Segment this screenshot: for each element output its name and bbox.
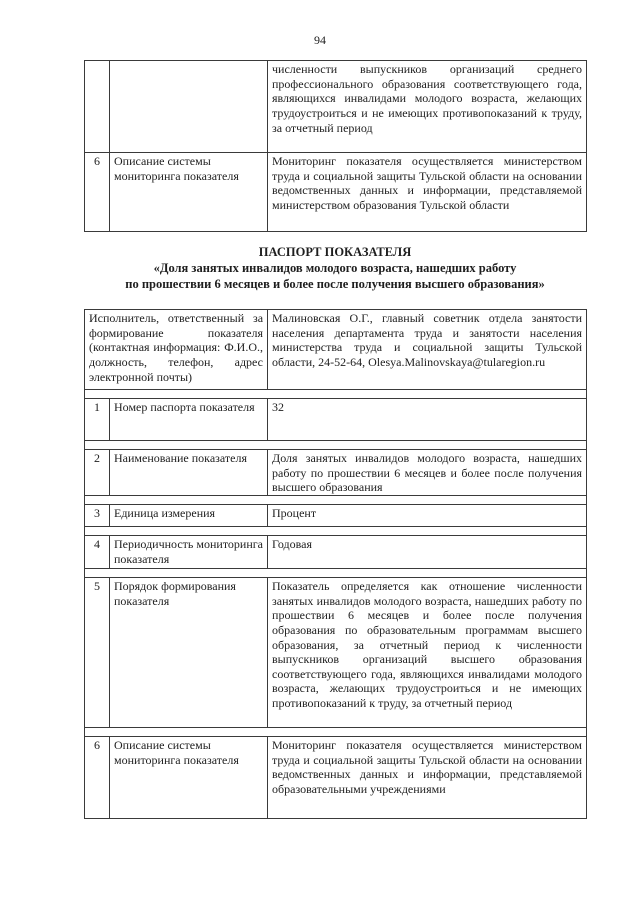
table-row (85, 61, 587, 153)
row-number: 4 (85, 536, 110, 569)
table-row (85, 737, 587, 819)
responsible-label: Исполнитель, ответственный за формирование показателя (контактная информация: Ф.И.О., должность, телефон, адрес электронной почты) (85, 310, 268, 390)
responsible-value: Малиновская О.Г., главный советник отдела занятости населения департамента труда и занятости населения министерства труда и социальной защиты Тульской области, 24-52-64, Olesya.Malinovskaya@tularegion.ru (268, 310, 587, 390)
row-value: Годовая (268, 536, 587, 569)
table-row (85, 505, 587, 527)
table-row (85, 578, 587, 728)
row-number (85, 61, 110, 153)
row-name: Номер паспорта показателя (110, 399, 268, 441)
row-number: 6 (85, 153, 110, 232)
passport-subtitle-line-2: по прошествии 6 месяцев и более после получения высшего образования» (125, 277, 545, 291)
row-name (110, 61, 268, 153)
row-name: Периодичность мониторинга показателя (110, 536, 268, 569)
row-number: 2 (85, 450, 110, 496)
responsible-row (85, 310, 587, 390)
row-value: Процент (268, 505, 587, 527)
row-value: Мониторинг показателя осуществляется министерством труда и социальной защиты Тульской области на основании ведомственных данных и информации, представляемой образовательными учреждениями (268, 737, 587, 819)
passport-title: ПАСПОРТ ПОКАЗАТЕЛЯ (258, 245, 412, 259)
row-value: Доля занятых инвалидов молодого возраста, нашедших работу по прошествии 6 месяцев и более после получения высшего образования (268, 450, 587, 496)
table-row (85, 153, 587, 232)
row-name: Описание системы мониторинга показателя (110, 737, 268, 819)
row-name: Порядок формирования показателя (110, 578, 268, 728)
row-value: Мониторинг показателя осуществляется министерством труда и социальной защиты Тульской области на основании ведомственных данных и информации, представляемой министерством образования Тульской области (268, 153, 587, 232)
page-number: 94 (314, 33, 326, 47)
table-row (85, 536, 587, 569)
row-number: 3 (85, 505, 110, 527)
passport-subtitle-line-1: «Доля занятых инвалидов молодого возраста, нашедших работу (153, 261, 517, 275)
table-row (85, 399, 587, 441)
row-name: Описание системы мониторинга показателя (110, 153, 268, 232)
row-name: Наименование показателя (110, 450, 268, 496)
row-number: 6 (85, 737, 110, 819)
row-value: Показатель определяется как отношение численности занятых инвалидов молодого возраста, нашедших работу по прошествии 6 месяцев и более после получения образования по образовательным программам высшего образования, за отчетный период к численности выпускников организаций высшего образования соответствующего года, являющихся инвалидами молодого возраста, желающих трудоустроиться и не имеющих противопоказаний к труду, за отчетный период (268, 578, 587, 728)
passport-table (84, 309, 587, 819)
row-number: 1 (85, 399, 110, 441)
row-value: 32 (268, 399, 587, 441)
continued-passport-table (84, 60, 587, 232)
row-name: Единица измерения (110, 505, 268, 527)
row-value: численности выпускников организаций среднего профессионального образования соответствующего года, являющихся инвалидами молодого возраста, желающих трудоустроиться и не имеющих противопоказаний к труду, за отчетный период (268, 61, 587, 153)
row-number: 5 (85, 578, 110, 728)
table-row (85, 450, 587, 496)
